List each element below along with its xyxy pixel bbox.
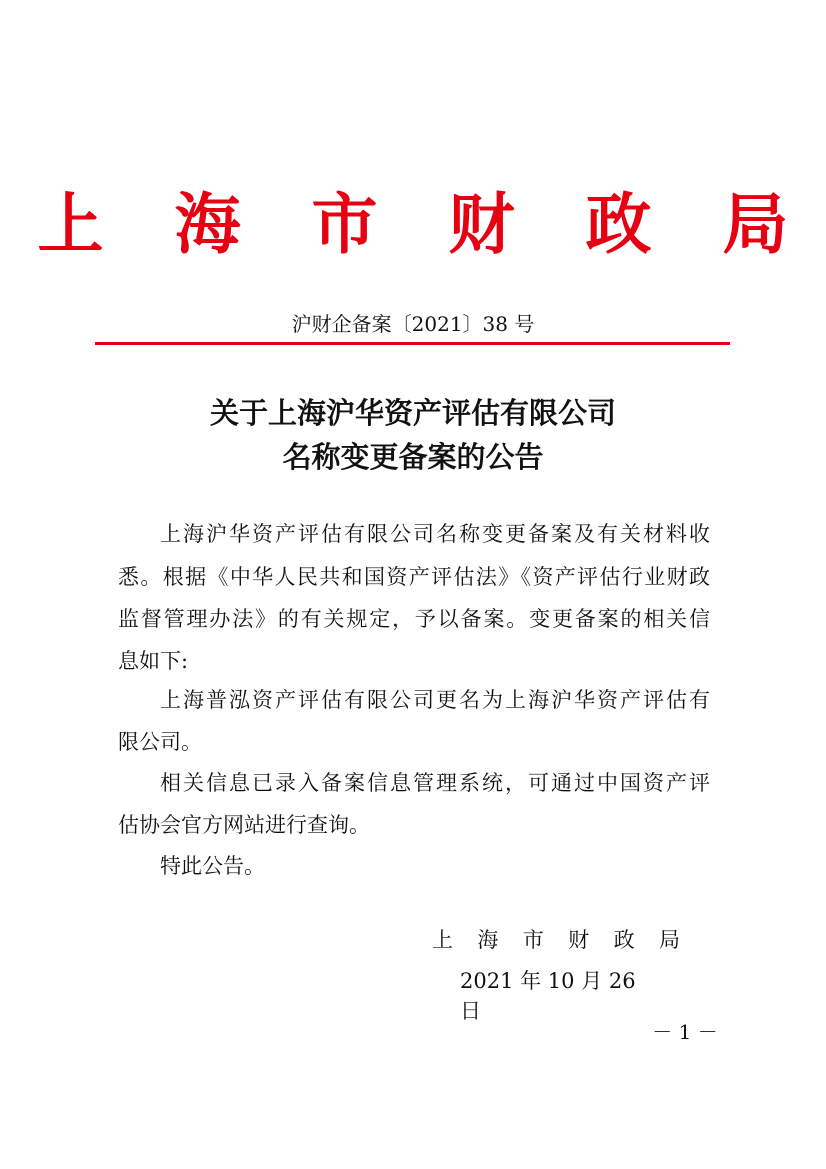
signature-organization: 上 海 市 财 政 局 — [432, 928, 680, 952]
body-paragraph-3-line-1: 相关信息已录入备案信息管理系统，可通过中国资产评 — [160, 771, 710, 795]
body-paragraph-2-line-1: 上海普泓资产评估有限公司更名为上海沪华资产评估有 — [160, 688, 710, 712]
red-divider-line — [95, 342, 730, 345]
body-paragraph-1-line-4: 息如下: — [118, 649, 189, 673]
body-paragraph-3-line-2: 估协会官方网站进行查询。 — [118, 813, 370, 837]
page-number: － 1 － — [652, 1020, 718, 1044]
document-number: 沪财企备案〔2021〕38 号 — [291, 312, 535, 336]
signature-date: 2021 年 10 月 26 日 — [460, 969, 636, 1023]
body-paragraph-1-line-3: 监督管理办法》的有关规定，予以备案。变更备案的相关信 — [118, 607, 710, 631]
body-closing-line: 特此公告。 — [160, 854, 265, 878]
masthead-title: 上 海 市 财 政 局 — [37, 185, 813, 263]
notice-title-line-1: 关于上海沪华资产评估有限公司 — [209, 396, 616, 430]
body-paragraph-1-line-1: 上海沪华资产评估有限公司名称变更备案及有关材料收 — [160, 522, 710, 546]
notice-title-line-2: 名称变更备案的公告 — [282, 440, 544, 474]
body-paragraph-1-line-2: 悉。根据《中华人民共和国资产评估法》《资产评估行业财政 — [118, 565, 710, 589]
body-paragraph-2-line-2: 限公司。 — [118, 730, 202, 754]
